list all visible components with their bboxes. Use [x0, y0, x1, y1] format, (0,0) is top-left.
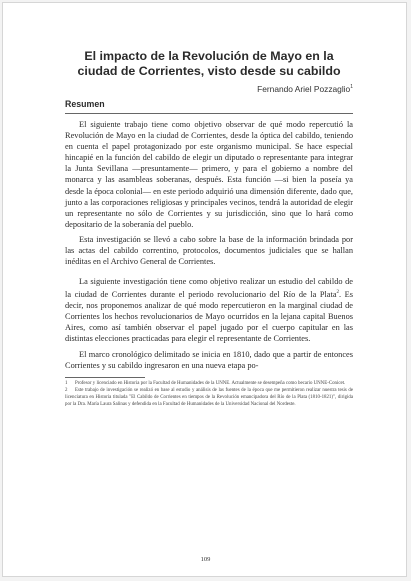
abstract-heading: Resumen — [65, 99, 105, 109]
footnote-number: 2 — [65, 388, 68, 394]
footnote-text: Profesor y licenciado en Historia por la Facultad de Humanidades de la UNNE. Actualmente se desempeña como becario UNNE-Conicet. — [75, 380, 346, 386]
page-number: 109 — [200, 556, 211, 563]
author-line — [65, 84, 353, 94]
article-title: El impacto de la Revolución de Mayo en la ciudad de Corrientes, visto desde su cabildo — [77, 49, 341, 78]
author-footnote-mark: 1 — [350, 84, 353, 91]
body-paragraph-1-continuation: Es decir, nos proponemos analizar de qué modo repercutieron en la marginal ciudad de Corrientes los hechos revolucionarios de Mayo ocurridos en la lejana capital Buenos Aires, como así también observar el papel jugado por el cuerpo capitular en las distintas elecciones practicadas para elegir el representante de Corrientes. — [65, 290, 354, 344]
footnote-rule — [65, 377, 145, 378]
document-page — [2, 2, 407, 577]
abstract-paragraph-2: Esta investigación se llevó a cabo sobre la base de la información brindada por las actas del cabildo correntino, protocolos, documentos judiciales que se hallan inéditas en el Archivo General de Corrientes. — [65, 234, 353, 267]
body-paragraph-2: El marco cronológico delimitado se inicia en 1810, dado que a partir de entonces Corrientes y su cabildo ingresaron en una nueva etapa po- — [65, 349, 353, 370]
footnote-mark-2: 2 — [336, 290, 340, 296]
body-paragraph-1-text: La siguiente investigación tiene como objetivo realizar un estudio del cabildo de la ciudad de Corrientes durante el periodo revolucionario del Río de la Plata — [65, 277, 353, 300]
footnote-1 — [65, 381, 353, 388]
page-content — [65, 49, 353, 409]
footnote-number: 1 — [65, 380, 68, 386]
abstract-paragraph-1: El siguiente trabajo tiene como objetivo observar de qué modo repercutió la Revolución de Mayo en la ciudad de Corrientes, desde la óptica del cabildo, teniendo en cuenta el papel protagonizado por este organismo municipal. Se hace especial hincapié en la función del cabildo de elegir un diputado o representante para integrar la Junta Sevillana —presuntamente— primero, y para el gobierno a nombre del monarca y las asambleas soberanas, después. Esta función —si bien la poseía ya desde la época colonial— en este periodo adquirió una dimensión diferente, dado que, junto a las corporaciones religiosas y principales vecinos, tendrá la autoridad de elegir un representante no sólo de Corrientes y su jurisdicción, sino que lo hará como depositario de la soberanía del pueblo. — [65, 120, 353, 229]
body-paragraph-1: La siguiente investigación tiene como objetivo realizar un estudio del cabildo de la ciudad de Corrientes durante el periodo revolucionario del Río de la Plata$^2$. Es decir, nos proponemos analizar de qué modo repercutieron en la marginal ciudad de Corrientes los hechos revolucionarios de Mayo ocurridos en la lejana capital Buenos Aires, como así también observar el papel jugado por el cuerpo capitular en las distintas elecciones practicadas para elegir el representante de Corrientes. — [65, 277, 354, 344]
abstract-rule — [65, 113, 353, 114]
footnote-2 — [65, 388, 353, 408]
footnote-text: Este trabajo de investigación se realizó en base al estudio y análisis de las fuentes de la época que me permitieron realizar nuestra tesis de licenciatura en Historia titulada "El Cabildo de Corrientes en tiempos de la Revolución emancipadora del Río de la Plata (1810-1821)", dirigida por la Dra. María Laura Salinas y defendida en la Facultad de Humanidades de la Universidad Nacional del Nordeste. — [65, 388, 353, 407]
author-name: Fernando Ariel Pozzaglio — [257, 84, 351, 94]
